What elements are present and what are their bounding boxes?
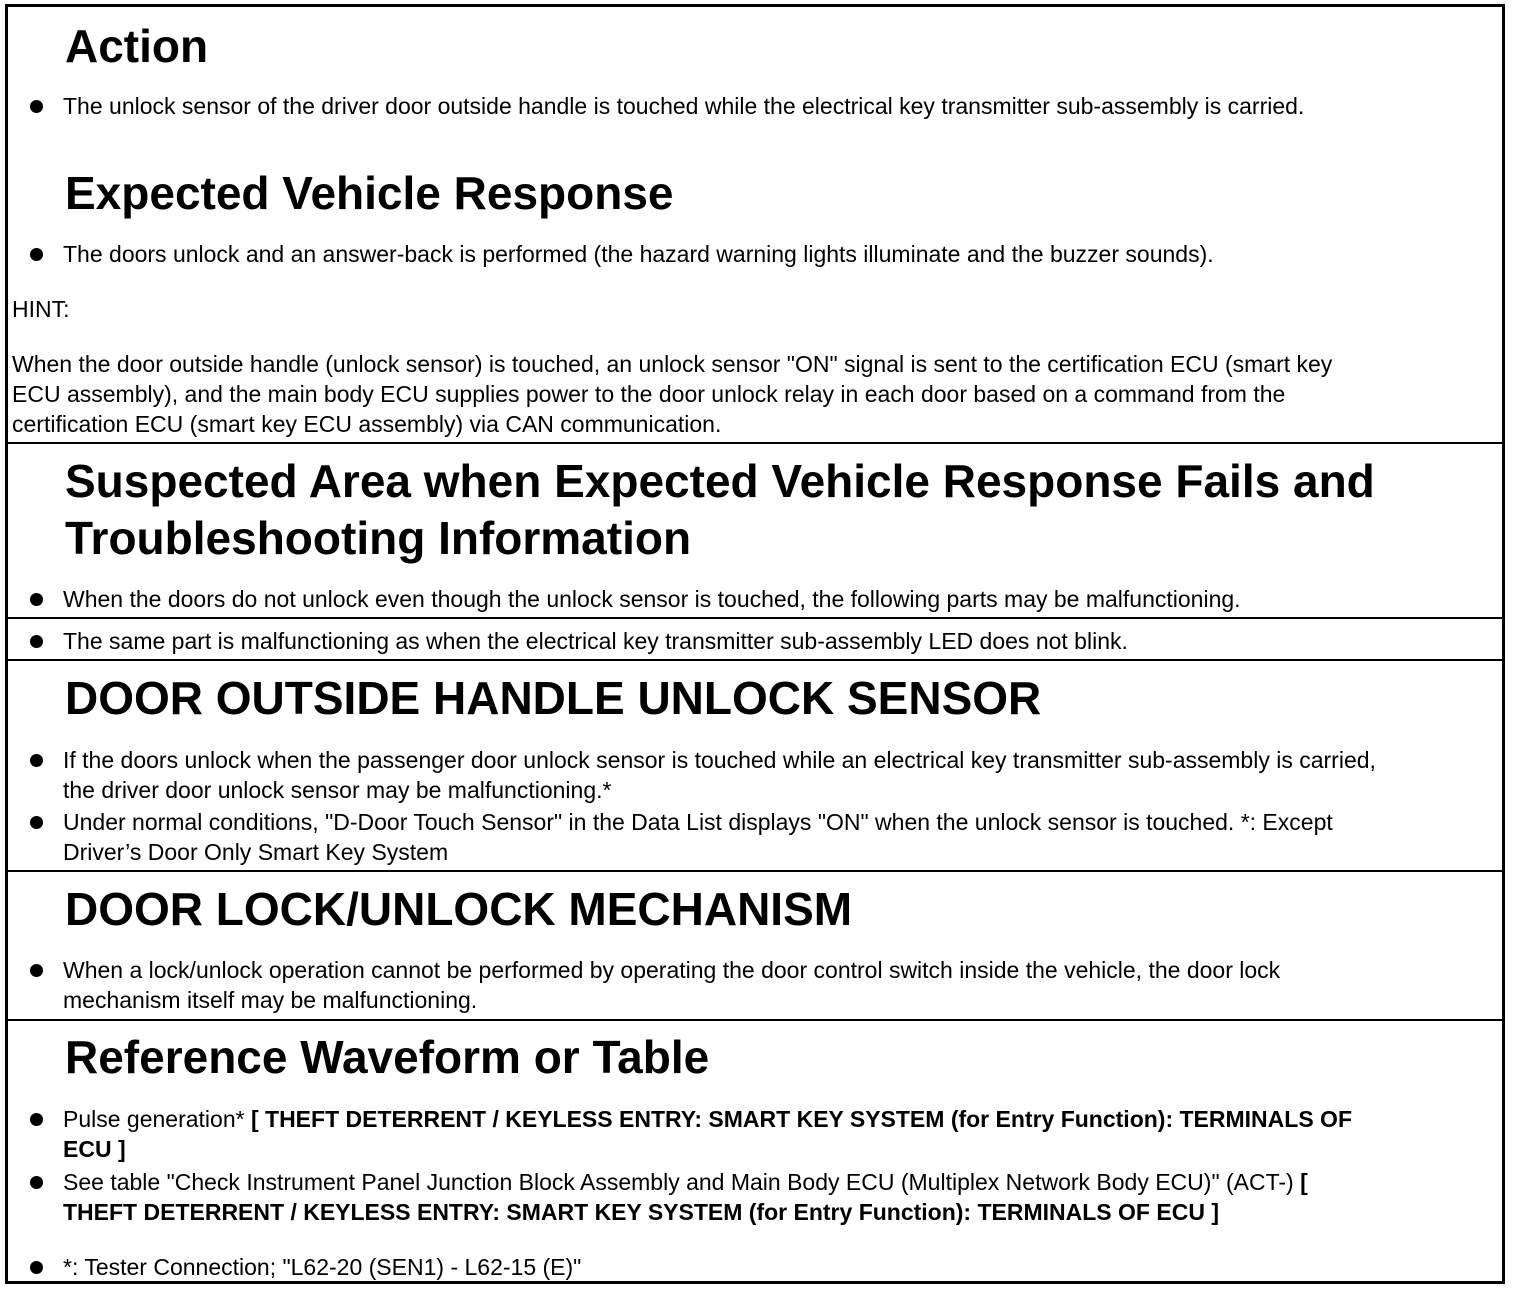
door-handle-bullet-2-line-2: Driver’s Door Only Smart Key System <box>63 839 449 865</box>
terminals-link-2[interactable]: THEFT DETERRENT / KEYLESS ENTRY: SMART KEY SYSTEM (for Entry Function): TERMINALS OF ECU ] <box>63 1199 1219 1225</box>
door-lock-bullet-line-1: When a lock/unlock operation cannot be performed by operating the door control switch inside the vehicle, the door lock <box>63 957 1281 983</box>
door-handle-bullet-1-line-1: If the doors unlock when the passenger door unlock sensor is touched while an electrical key transmitter sub-assembly is carried, <box>63 747 1376 773</box>
bullet-icon <box>30 635 43 648</box>
action-bullet: The unlock sensor of the driver door outside handle is touched while the electrical key transmitter sub-assembly is carried. <box>63 93 1305 119</box>
door-handle-bullet-2-line-1: Under normal conditions, "D-Door Touch Sensor" in the Data List displays "ON" when the unlock sensor is touched. *: Except <box>63 809 1333 835</box>
bullet-icon <box>30 100 43 113</box>
terminals-link-end[interactable]: ECU ] <box>63 1136 126 1162</box>
bullet-icon <box>30 1113 43 1126</box>
door-handle-bullet-1-line-2: the driver door unlock sensor may be malfunctioning.* <box>63 777 612 803</box>
expected-bullet: The doors unlock and an answer-back is performed (the hazard warning lights illuminate and the buzzer sounds). <box>63 241 1214 267</box>
bullet-icon <box>30 248 43 261</box>
suspected-heading-line-1: Suspected Area when Expected Vehicle Response Fails and <box>65 455 1375 507</box>
same-part-bullet: The same part is malfunctioning as when the electrical key transmitter sub-assembly LED does not blink. <box>63 628 1128 654</box>
section-divider <box>8 870 1502 872</box>
section-divider <box>8 442 1502 444</box>
tester-connection-bullet: *: Tester Connection; "L62-20 (SEN1) - L62-15 (E)" <box>63 1254 582 1280</box>
suspected-heading-line-2: Troubleshooting Information <box>65 512 692 564</box>
see-table-text: See table "Check Instrument Panel Junction Block Assembly and Main Body ECU (Multiplex Network Body ECU)" (ACT-) <box>63 1169 1301 1195</box>
section-divider <box>8 617 1502 619</box>
bullet-icon <box>30 754 43 767</box>
bullet-icon <box>30 964 43 977</box>
action-heading: Action <box>65 20 209 72</box>
reference-bullet-1-line-2 <box>63 1134 126 1164</box>
hint-label: HINT: <box>12 296 70 322</box>
suspected-bullet: When the doors do not unlock even though the unlock sensor is touched, the following parts may be malfunctioning. <box>63 586 1241 612</box>
bullet-icon <box>30 1176 43 1189</box>
hint-line-3: certification ECU (smart key ECU assembly) via CAN communication. <box>12 411 722 437</box>
terminals-link-start[interactable]: [ <box>1300 1169 1308 1195</box>
expected-heading: Expected Vehicle Response <box>65 167 674 219</box>
bullet-icon <box>30 1261 43 1274</box>
reference-bullet-2-line-2 <box>63 1197 1219 1227</box>
pulse-generation-text: Pulse generation* <box>63 1106 251 1132</box>
section-divider <box>8 659 1502 661</box>
reference-heading: Reference Waveform or Table <box>65 1031 710 1083</box>
door-handle-heading: DOOR OUTSIDE HANDLE UNLOCK SENSOR <box>65 672 1042 724</box>
bullet-icon <box>30 593 43 606</box>
hint-line-2: ECU assembly), and the main body ECU supplies power to the door unlock relay in each door based on a command from the <box>12 381 1286 407</box>
reference-bullet-1-line-1 <box>63 1104 1352 1134</box>
terminals-link[interactable]: [ THEFT DETERRENT / KEYLESS ENTRY: SMART KEY SYSTEM (for Entry Function): TERMINALS OF <box>250 1106 1352 1132</box>
document-frame <box>5 4 1505 1284</box>
bullet-icon <box>30 816 43 829</box>
reference-bullet-2-line-1 <box>63 1167 1308 1197</box>
door-lock-bullet-line-2: mechanism itself may be malfunctioning. <box>63 987 478 1013</box>
hint-line-1: When the door outside handle (unlock sensor) is touched, an unlock sensor "ON" signal is sent to the certification ECU (smart key <box>12 351 1333 377</box>
door-lock-heading: DOOR LOCK/UNLOCK MECHANISM <box>65 883 853 935</box>
section-divider <box>8 1019 1502 1021</box>
